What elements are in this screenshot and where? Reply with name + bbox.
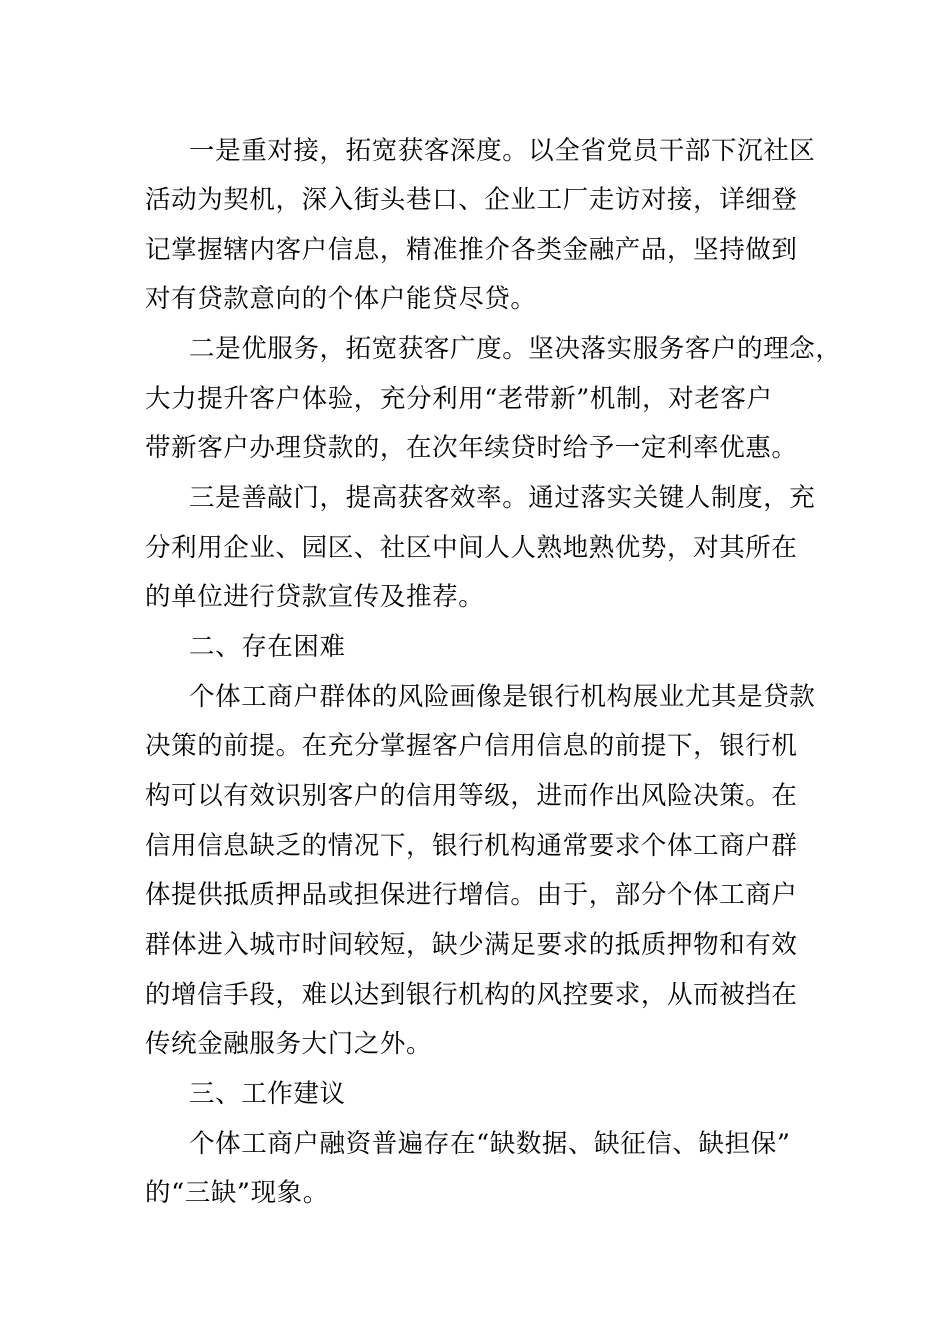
paragraph-3-line-2: 分利用企业、园区、社区中间人人熟地熟优势，对其所在: [145, 533, 798, 563]
paragraph-3-line-3: 的单位进行贷款宣传及推荐。: [145, 582, 485, 612]
paragraph-4-line-3: 构可以有效识别客户的信用等级，进而作出风险决策。在: [145, 781, 798, 811]
paragraph-2-line-1: 二是优服务，拓宽获客广度。坚决落实服务客户的理念，: [189, 334, 842, 364]
paragraph-2-line-3: 带新客户办理贷款的，在次年续贷时给予一定利率优惠。: [145, 433, 798, 463]
paragraph-1-line-3: 记掌握辖内客户信息，精准推介各类金融产品，坚持做到: [145, 235, 798, 265]
paragraph-3-line-1: 三是善敲门，提高获客效率。通过落实关键人制度，充: [189, 483, 816, 513]
paragraph-4-line-8: 传统金融服务大门之外。: [145, 1029, 433, 1059]
section-heading-suggestions: 三、工作建议: [189, 1079, 346, 1109]
paragraph-2-line-2: 大力提升客户体验，充分利用“老带新”机制，对老客户: [145, 384, 773, 414]
paragraph-4-line-5: 体提供抵质押品或担保进行增信。由于，部分个体工商户: [145, 880, 798, 910]
paragraph-1-line-4: 对有贷款意向的个体户能贷尽贷。: [145, 284, 537, 314]
paragraph-4-line-1: 个体工商户群体的风险画像是银行机构展业尤其是贷款: [189, 682, 816, 712]
paragraph-4-line-2: 决策的前提。在充分掌握客户信用信息的前提下，银行机: [145, 731, 798, 761]
section-heading-difficulties: 二、存在困难: [189, 632, 346, 662]
paragraph-5-line-1: 个体工商户融资普遍存在“缺数据、缺征信、缺担保”: [189, 1129, 791, 1159]
paragraph-5-line-2: 的“三缺”现象。: [145, 1178, 329, 1208]
paragraph-4-line-7: 的增信手段，难以达到银行机构的风控要求，从而被挡在: [145, 980, 798, 1010]
paragraph-1-line-1: 一是重对接，拓宽获客深度。以全省党员干部下沉社区: [189, 136, 816, 166]
paragraph-4-line-6: 群体进入城市时间较短，缺少满足要求的抵质押物和有效: [145, 930, 798, 960]
paragraph-4-line-4: 信用信息缺乏的情况下，银行机构通常要求个体工商户群: [145, 831, 798, 861]
paragraph-1-line-2: 活动为契机，深入街头巷口、企业工厂走访对接，详细登: [145, 185, 798, 215]
